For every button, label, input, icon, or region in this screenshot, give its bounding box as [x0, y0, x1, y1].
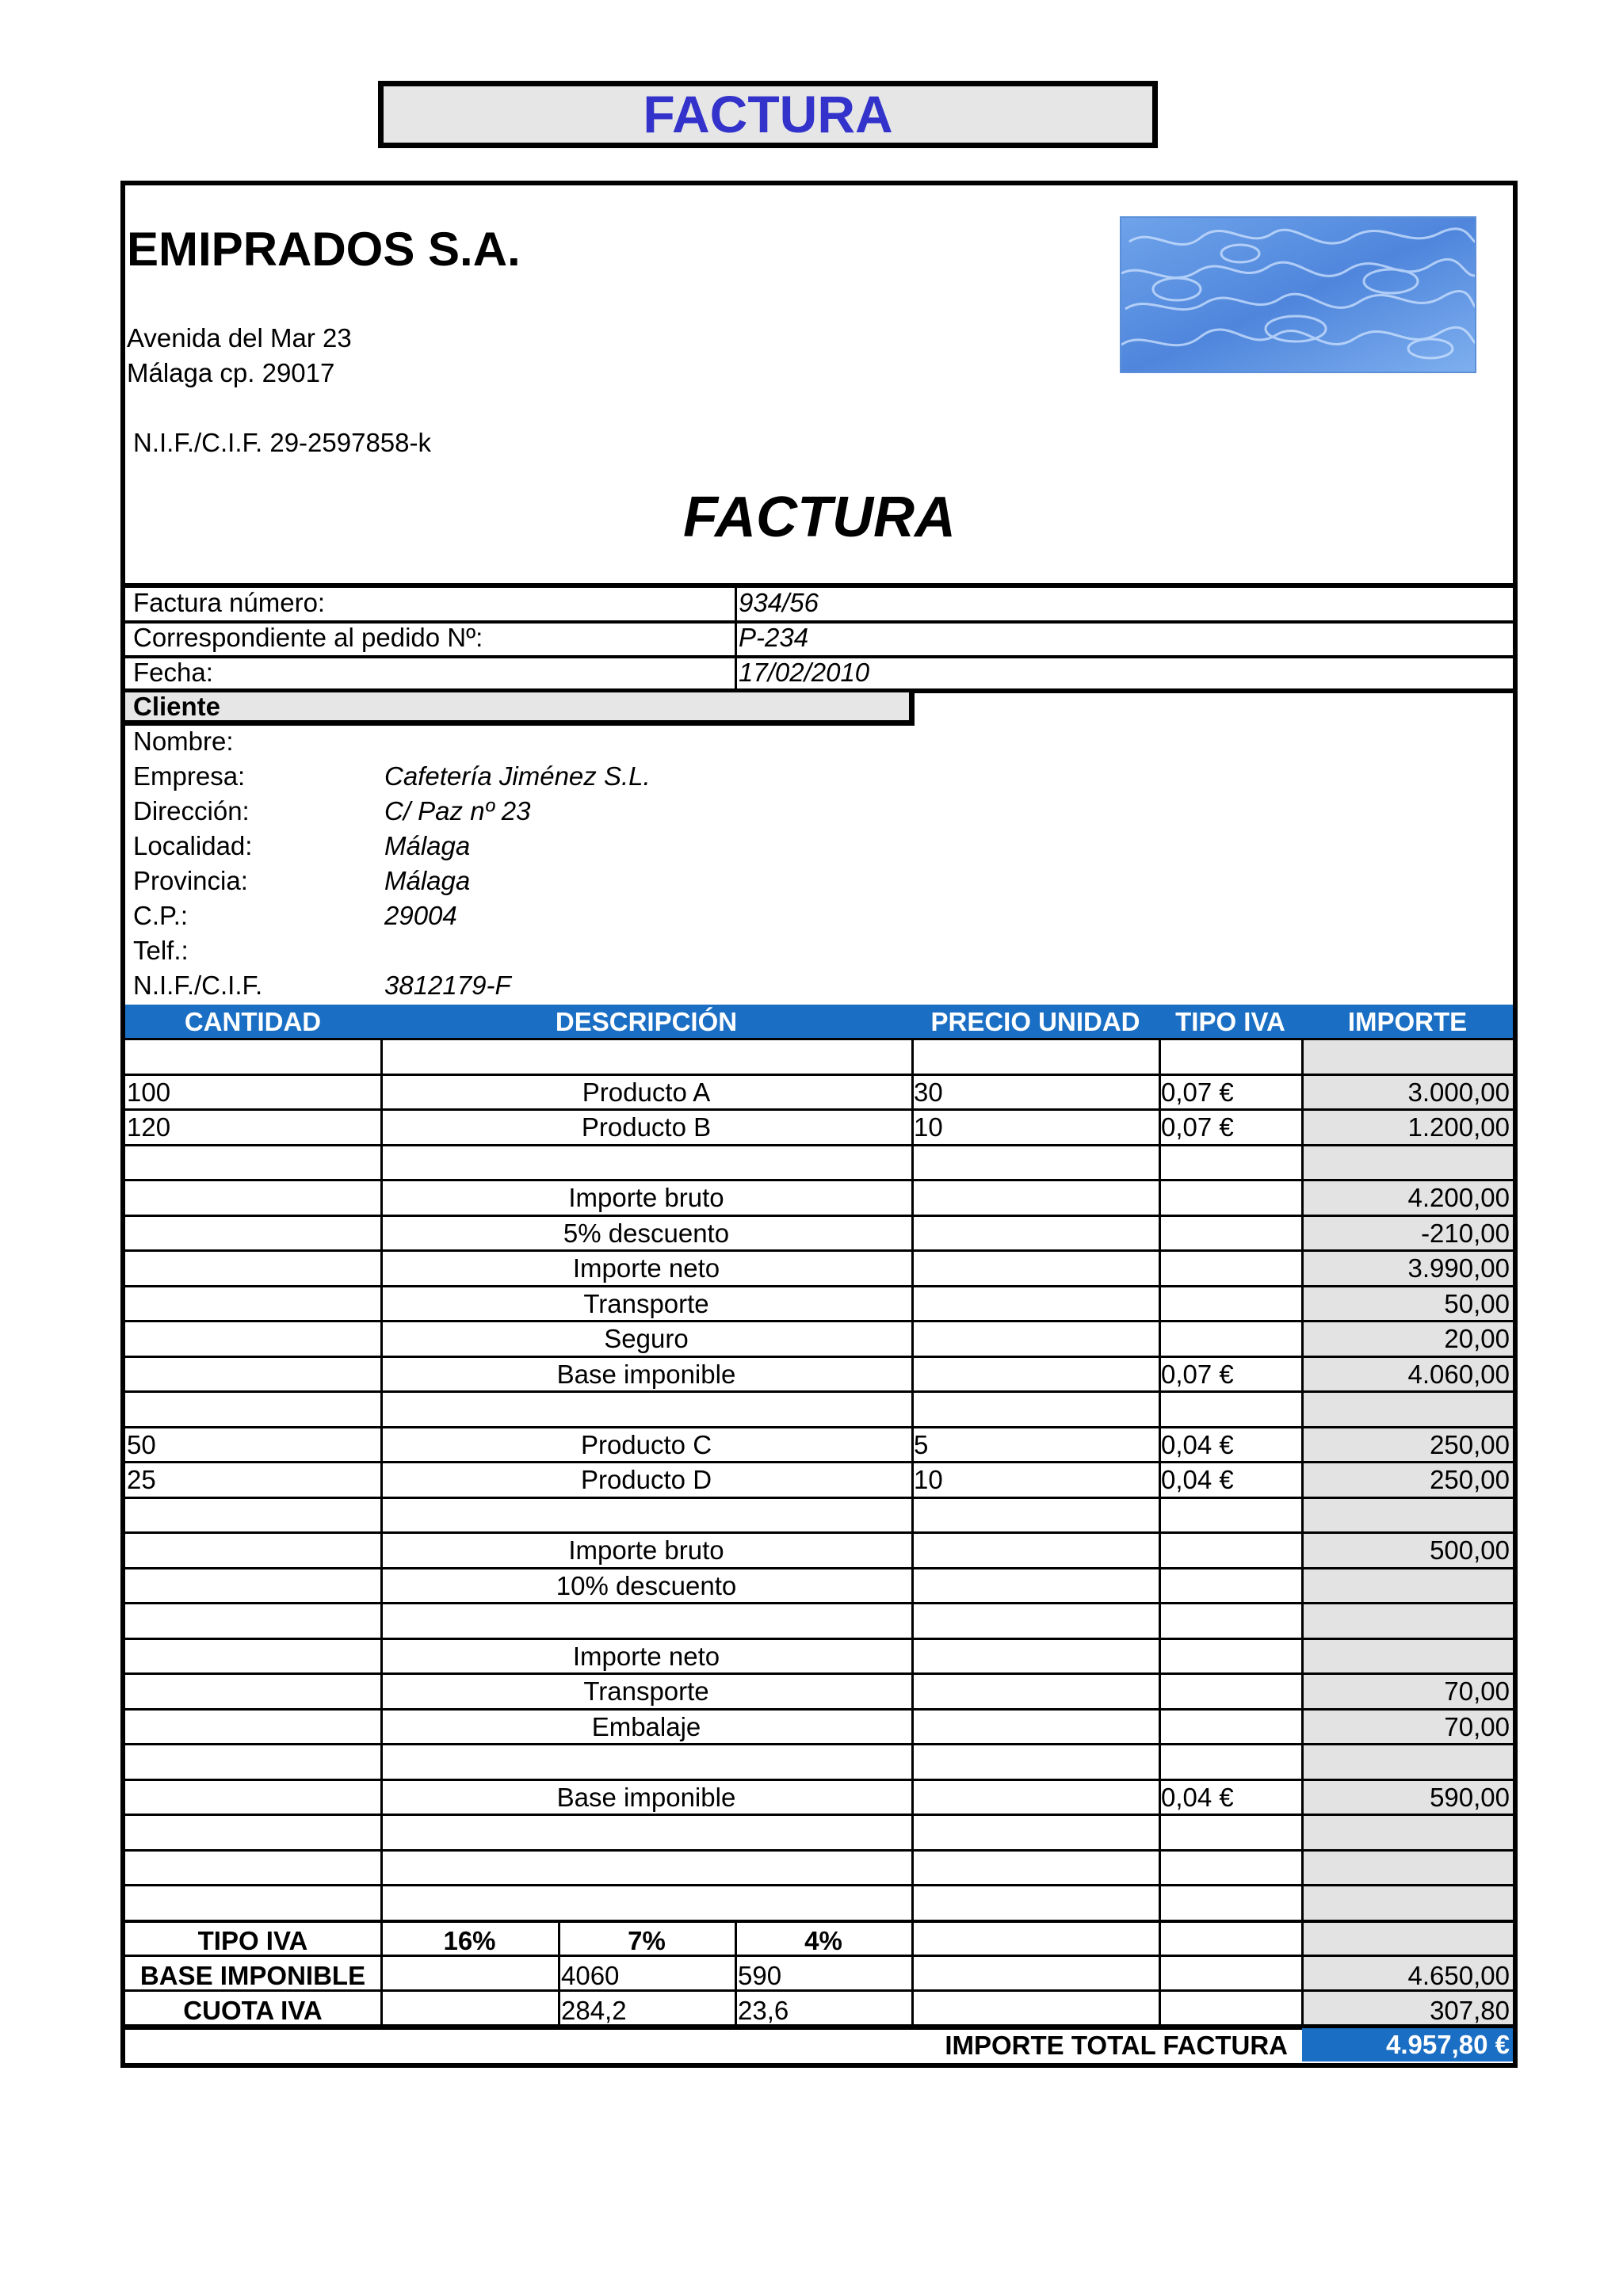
row-precio-unidad — [914, 1674, 1160, 1709]
row-precio-unidad — [914, 1180, 1160, 1215]
client-value: Málaga — [384, 866, 471, 895]
row-cantidad — [127, 1710, 382, 1745]
row-descripcion: Base imponible — [556, 1783, 736, 1812]
column-header-tipo-iva: TIPO IVA — [1175, 1007, 1285, 1036]
row-precio-unidad — [914, 1815, 1160, 1850]
client-label: Telf.: — [133, 936, 189, 965]
summary-base-value: 590 — [738, 1961, 782, 1990]
company-nif: N.I.F./C.I.F. 29-2597858-k — [133, 428, 432, 457]
row-tipo-iva — [1161, 1322, 1303, 1356]
row-cantidad — [127, 1216, 382, 1251]
row-importe — [1302, 1851, 1510, 1886]
row-descripcion: Importe neto — [572, 1253, 720, 1283]
row-importe — [1302, 1604, 1510, 1638]
row-precio-unidad — [914, 1533, 1160, 1568]
table-gridline — [125, 1814, 1513, 1816]
client-label: Empresa: — [133, 761, 246, 791]
table-gridline — [125, 1672, 1513, 1675]
client-label: C.P.: — [133, 901, 189, 930]
row-precio-unidad — [914, 1851, 1160, 1886]
summary-cuota-value: 23,6 — [738, 1996, 789, 2025]
row-tipo-iva — [1161, 1251, 1303, 1286]
total-amount: 4.957,80 € — [1302, 2028, 1513, 2061]
row-descripcion: Importe bruto — [568, 1183, 724, 1212]
row-tipo-iva — [1161, 1039, 1303, 1074]
row-descripcion: Seguro — [604, 1324, 689, 1353]
row-importe — [1302, 1569, 1510, 1604]
row-tipo-iva — [1161, 1569, 1303, 1604]
column-header-descripcion: DESCRIPCIÓN — [555, 1007, 738, 1036]
row-descripcion: Transporte — [583, 1289, 709, 1318]
row-cantidad: 120 — [127, 1112, 171, 1142]
company-address-line1: Avenida del Mar 23 — [127, 323, 352, 353]
row-precio-unidad — [914, 1216, 1160, 1251]
row-precio-unidad — [914, 1039, 1160, 1074]
row-importe: 3.000,00 — [1407, 1077, 1510, 1107]
table-gridline — [125, 1249, 1513, 1252]
row-tipo-iva — [1161, 1674, 1303, 1709]
company-logo-image — [1120, 216, 1476, 373]
row-cantidad — [127, 1357, 382, 1392]
table-gridline — [125, 1602, 1513, 1604]
meta-label-invoice-number: Factura número: — [133, 588, 326, 617]
row-descripcion — [381, 1745, 911, 1779]
row-precio-unidad: 30 — [914, 1077, 943, 1107]
row-cantidad: 50 — [127, 1430, 156, 1459]
row-cantidad — [127, 1392, 382, 1427]
row-tipo-iva — [1161, 1533, 1303, 1568]
table-gridline — [1159, 1039, 1161, 2028]
table-gridline — [125, 1285, 1513, 1287]
row-importe: 3.990,00 — [1407, 1253, 1510, 1283]
table-gridline — [125, 1461, 1513, 1463]
row-cantidad — [127, 1604, 382, 1638]
row-descripcion: Importe neto — [572, 1642, 720, 1671]
row-cantidad — [127, 1674, 382, 1709]
row-descripcion: 5% descuento — [563, 1219, 730, 1248]
row-cantidad — [127, 1780, 382, 1815]
row-importe — [1302, 1815, 1510, 1850]
row-precio-unidad: 10 — [914, 1112, 943, 1142]
row-importe: 4.060,00 — [1407, 1360, 1510, 1389]
row-cantidad — [127, 1886, 382, 1920]
row-importe: 250,00 — [1430, 1465, 1510, 1494]
row-importe: -210,00 — [1421, 1219, 1510, 1248]
divider — [120, 583, 1518, 588]
row-precio-unidad — [914, 1251, 1160, 1286]
row-cantidad — [127, 1569, 382, 1604]
row-cantidad — [127, 1533, 382, 1568]
client-value: Cafetería Jiménez S.L. — [384, 761, 651, 791]
meta-value-date: 17/02/2010 — [739, 658, 870, 687]
client-value: 3812179-F — [384, 971, 511, 1000]
row-descripcion: Transporte — [583, 1676, 709, 1706]
row-descripcion: Producto C — [580, 1430, 712, 1459]
summary-label-base-imponible: BASE IMPONIBLE — [139, 1961, 366, 1990]
row-cantidad — [127, 1639, 382, 1674]
row-tipo-iva — [1161, 1180, 1303, 1215]
row-importe: 50,00 — [1444, 1289, 1510, 1318]
row-tipo-iva — [1161, 1745, 1303, 1779]
row-precio-unidad — [914, 1146, 1160, 1180]
column-header-importe: IMPORTE — [1347, 1007, 1468, 1036]
row-tipo-iva: 0,07 € — [1161, 1077, 1234, 1107]
row-precio-unidad — [914, 1780, 1160, 1815]
row-descripcion — [381, 1039, 911, 1074]
meta-value-order-number: P-234 — [739, 623, 809, 652]
page-title: FACTURA — [378, 81, 1158, 148]
row-descripcion: Importe bruto — [568, 1535, 724, 1565]
table-gridline — [125, 1356, 1513, 1358]
row-precio-unidad — [914, 1357, 1160, 1392]
summary-rate: 7% — [628, 1926, 666, 1955]
row-tipo-iva — [1161, 1604, 1303, 1638]
row-cantidad — [127, 1251, 382, 1286]
table-gridline — [125, 1108, 1513, 1111]
client-value: Málaga — [384, 831, 471, 860]
row-tipo-iva: 0,04 € — [1161, 1465, 1234, 1494]
row-descripcion: Producto B — [581, 1112, 712, 1142]
table-gridline — [125, 1567, 1513, 1569]
row-cantidad — [127, 1322, 382, 1356]
table-gridline — [380, 1039, 383, 2028]
row-importe: 70,00 — [1444, 1712, 1510, 1741]
summary-cuota-total: 307,80 — [1430, 1996, 1510, 2025]
table-gridline — [125, 1884, 1513, 1886]
table-gridline — [125, 1038, 1513, 1040]
company-name: EMIPRADOS S.A. — [127, 223, 521, 276]
invoice-title: FACTURA — [683, 486, 956, 549]
client-label: Localidad: — [133, 831, 253, 860]
row-tipo-iva — [1161, 1498, 1303, 1533]
row-precio-unidad — [914, 1498, 1160, 1533]
row-importe — [1302, 1639, 1510, 1674]
column-header-cantidad: CANTIDAD — [184, 1007, 322, 1036]
table-gridline — [125, 1779, 1513, 1781]
client-label: N.I.F./C.I.F. — [133, 971, 263, 1000]
row-precio-unidad — [914, 1745, 1160, 1779]
row-importe — [1302, 1498, 1510, 1533]
table-gridline — [125, 1074, 1513, 1076]
table-gridline — [125, 1144, 1513, 1146]
row-importe — [1302, 1146, 1510, 1180]
summary-rate: 16% — [443, 1926, 496, 1955]
row-cantidad: 100 — [127, 1077, 171, 1107]
row-descripcion: Producto D — [580, 1465, 712, 1494]
row-tipo-iva — [1161, 1815, 1303, 1850]
row-precio-unidad — [914, 1569, 1160, 1604]
row-descripcion — [381, 1851, 911, 1886]
row-precio-unidad: 10 — [914, 1465, 943, 1494]
row-descripcion — [381, 1392, 911, 1427]
row-descripcion — [381, 1886, 911, 1920]
row-importe — [1302, 1745, 1510, 1779]
row-tipo-iva: 0,04 € — [1161, 1430, 1234, 1459]
row-precio-unidad — [914, 1886, 1160, 1920]
summary-base-value: 4060 — [561, 1961, 620, 1990]
table-gridline — [125, 1849, 1513, 1852]
row-precio-unidad — [914, 1287, 1160, 1322]
row-descripcion: Producto A — [582, 1077, 711, 1107]
row-descripcion — [381, 1146, 911, 1180]
row-importe: 4.200,00 — [1407, 1183, 1510, 1212]
table-gridline — [911, 1039, 914, 2028]
row-descripcion — [381, 1498, 911, 1533]
table-gridline — [125, 1320, 1513, 1322]
table-gridline — [125, 1708, 1513, 1711]
table-gridline — [1301, 1039, 1304, 2028]
row-cantidad — [127, 1815, 382, 1850]
row-importe: 1.200,00 — [1407, 1112, 1510, 1142]
row-precio-unidad — [914, 1710, 1160, 1745]
row-tipo-iva: 0,07 € — [1161, 1360, 1234, 1389]
column-header-precio-unidad: PRECIO UNIDAD — [930, 1007, 1140, 1036]
row-precio-unidad: 5 — [914, 1430, 929, 1459]
row-cantidad: 25 — [127, 1465, 156, 1494]
row-tipo-iva — [1161, 1392, 1303, 1427]
row-tipo-iva — [1161, 1886, 1303, 1920]
row-descripcion: Base imponible — [556, 1360, 736, 1389]
row-cantidad — [127, 1498, 382, 1533]
table-gridline — [125, 1215, 1513, 1217]
summary-cuota-value: 284,2 — [561, 1996, 627, 2025]
row-cantidad — [127, 1287, 382, 1322]
summary-base-total: 4.650,00 — [1407, 1961, 1510, 1990]
row-cantidad — [127, 1851, 382, 1886]
row-tipo-iva: 0,04 € — [1161, 1783, 1234, 1812]
row-cantidad — [127, 1039, 382, 1074]
row-precio-unidad — [914, 1604, 1160, 1638]
row-cantidad — [127, 1146, 382, 1180]
row-importe — [1302, 1039, 1510, 1074]
row-importe: 20,00 — [1444, 1324, 1510, 1353]
client-heading: Cliente — [125, 692, 915, 726]
table-gridline — [125, 1920, 1513, 1923]
row-descripcion — [381, 1604, 911, 1638]
row-tipo-iva — [1161, 1287, 1303, 1322]
summary-rate: 4% — [804, 1926, 842, 1955]
row-tipo-iva — [1161, 1639, 1303, 1674]
row-tipo-iva — [1161, 1851, 1303, 1886]
client-value: 29004 — [384, 901, 457, 930]
table-gridline — [125, 1638, 1513, 1640]
client-label: Nombre: — [133, 727, 234, 756]
company-address-line2: Málaga cp. 29017 — [127, 358, 335, 387]
client-label: Dirección: — [133, 796, 250, 826]
meta-value-invoice-number: 934/56 — [739, 588, 819, 617]
row-tipo-iva — [1161, 1710, 1303, 1745]
meta-label-date: Fecha: — [133, 658, 213, 687]
client-value: C/ Paz nº 23 — [384, 796, 531, 826]
row-cantidad — [127, 1180, 382, 1215]
row-importe: 70,00 — [1444, 1676, 1510, 1706]
row-precio-unidad — [914, 1322, 1160, 1356]
meta-label-order-number: Correspondiente al pedido Nº: — [133, 623, 483, 652]
table-gridline — [125, 1531, 1513, 1534]
table-gridline — [125, 1426, 1513, 1428]
row-importe: 500,00 — [1430, 1535, 1510, 1565]
table-gridline — [125, 1179, 1513, 1181]
total-label: IMPORTE TOTAL FACTURA — [945, 2031, 1288, 2060]
row-tipo-iva: 0,07 € — [1161, 1112, 1234, 1142]
divider — [735, 586, 737, 691]
row-cantidad — [127, 1745, 382, 1779]
row-precio-unidad — [914, 1392, 1160, 1427]
table-gridline — [125, 1743, 1513, 1745]
row-tipo-iva — [1161, 1216, 1303, 1251]
row-precio-unidad — [914, 1639, 1160, 1674]
table-gridline — [125, 1390, 1513, 1393]
table-gridline — [125, 1497, 1513, 1499]
row-descripcion — [381, 1815, 911, 1850]
row-importe: 250,00 — [1430, 1430, 1510, 1459]
row-tipo-iva — [1161, 1146, 1303, 1180]
row-descripcion: 10% descuento — [556, 1571, 737, 1600]
row-descripcion: Embalaje — [591, 1712, 701, 1741]
summary-label-tipo-iva: TIPO IVA — [197, 1926, 308, 1955]
row-importe: 590,00 — [1430, 1783, 1510, 1812]
row-importe — [1302, 1392, 1510, 1427]
row-importe — [1302, 1886, 1510, 1920]
summary-label-cuota-iva: CUOTA IVA — [183, 1996, 323, 2025]
client-label: Provincia: — [133, 866, 248, 895]
